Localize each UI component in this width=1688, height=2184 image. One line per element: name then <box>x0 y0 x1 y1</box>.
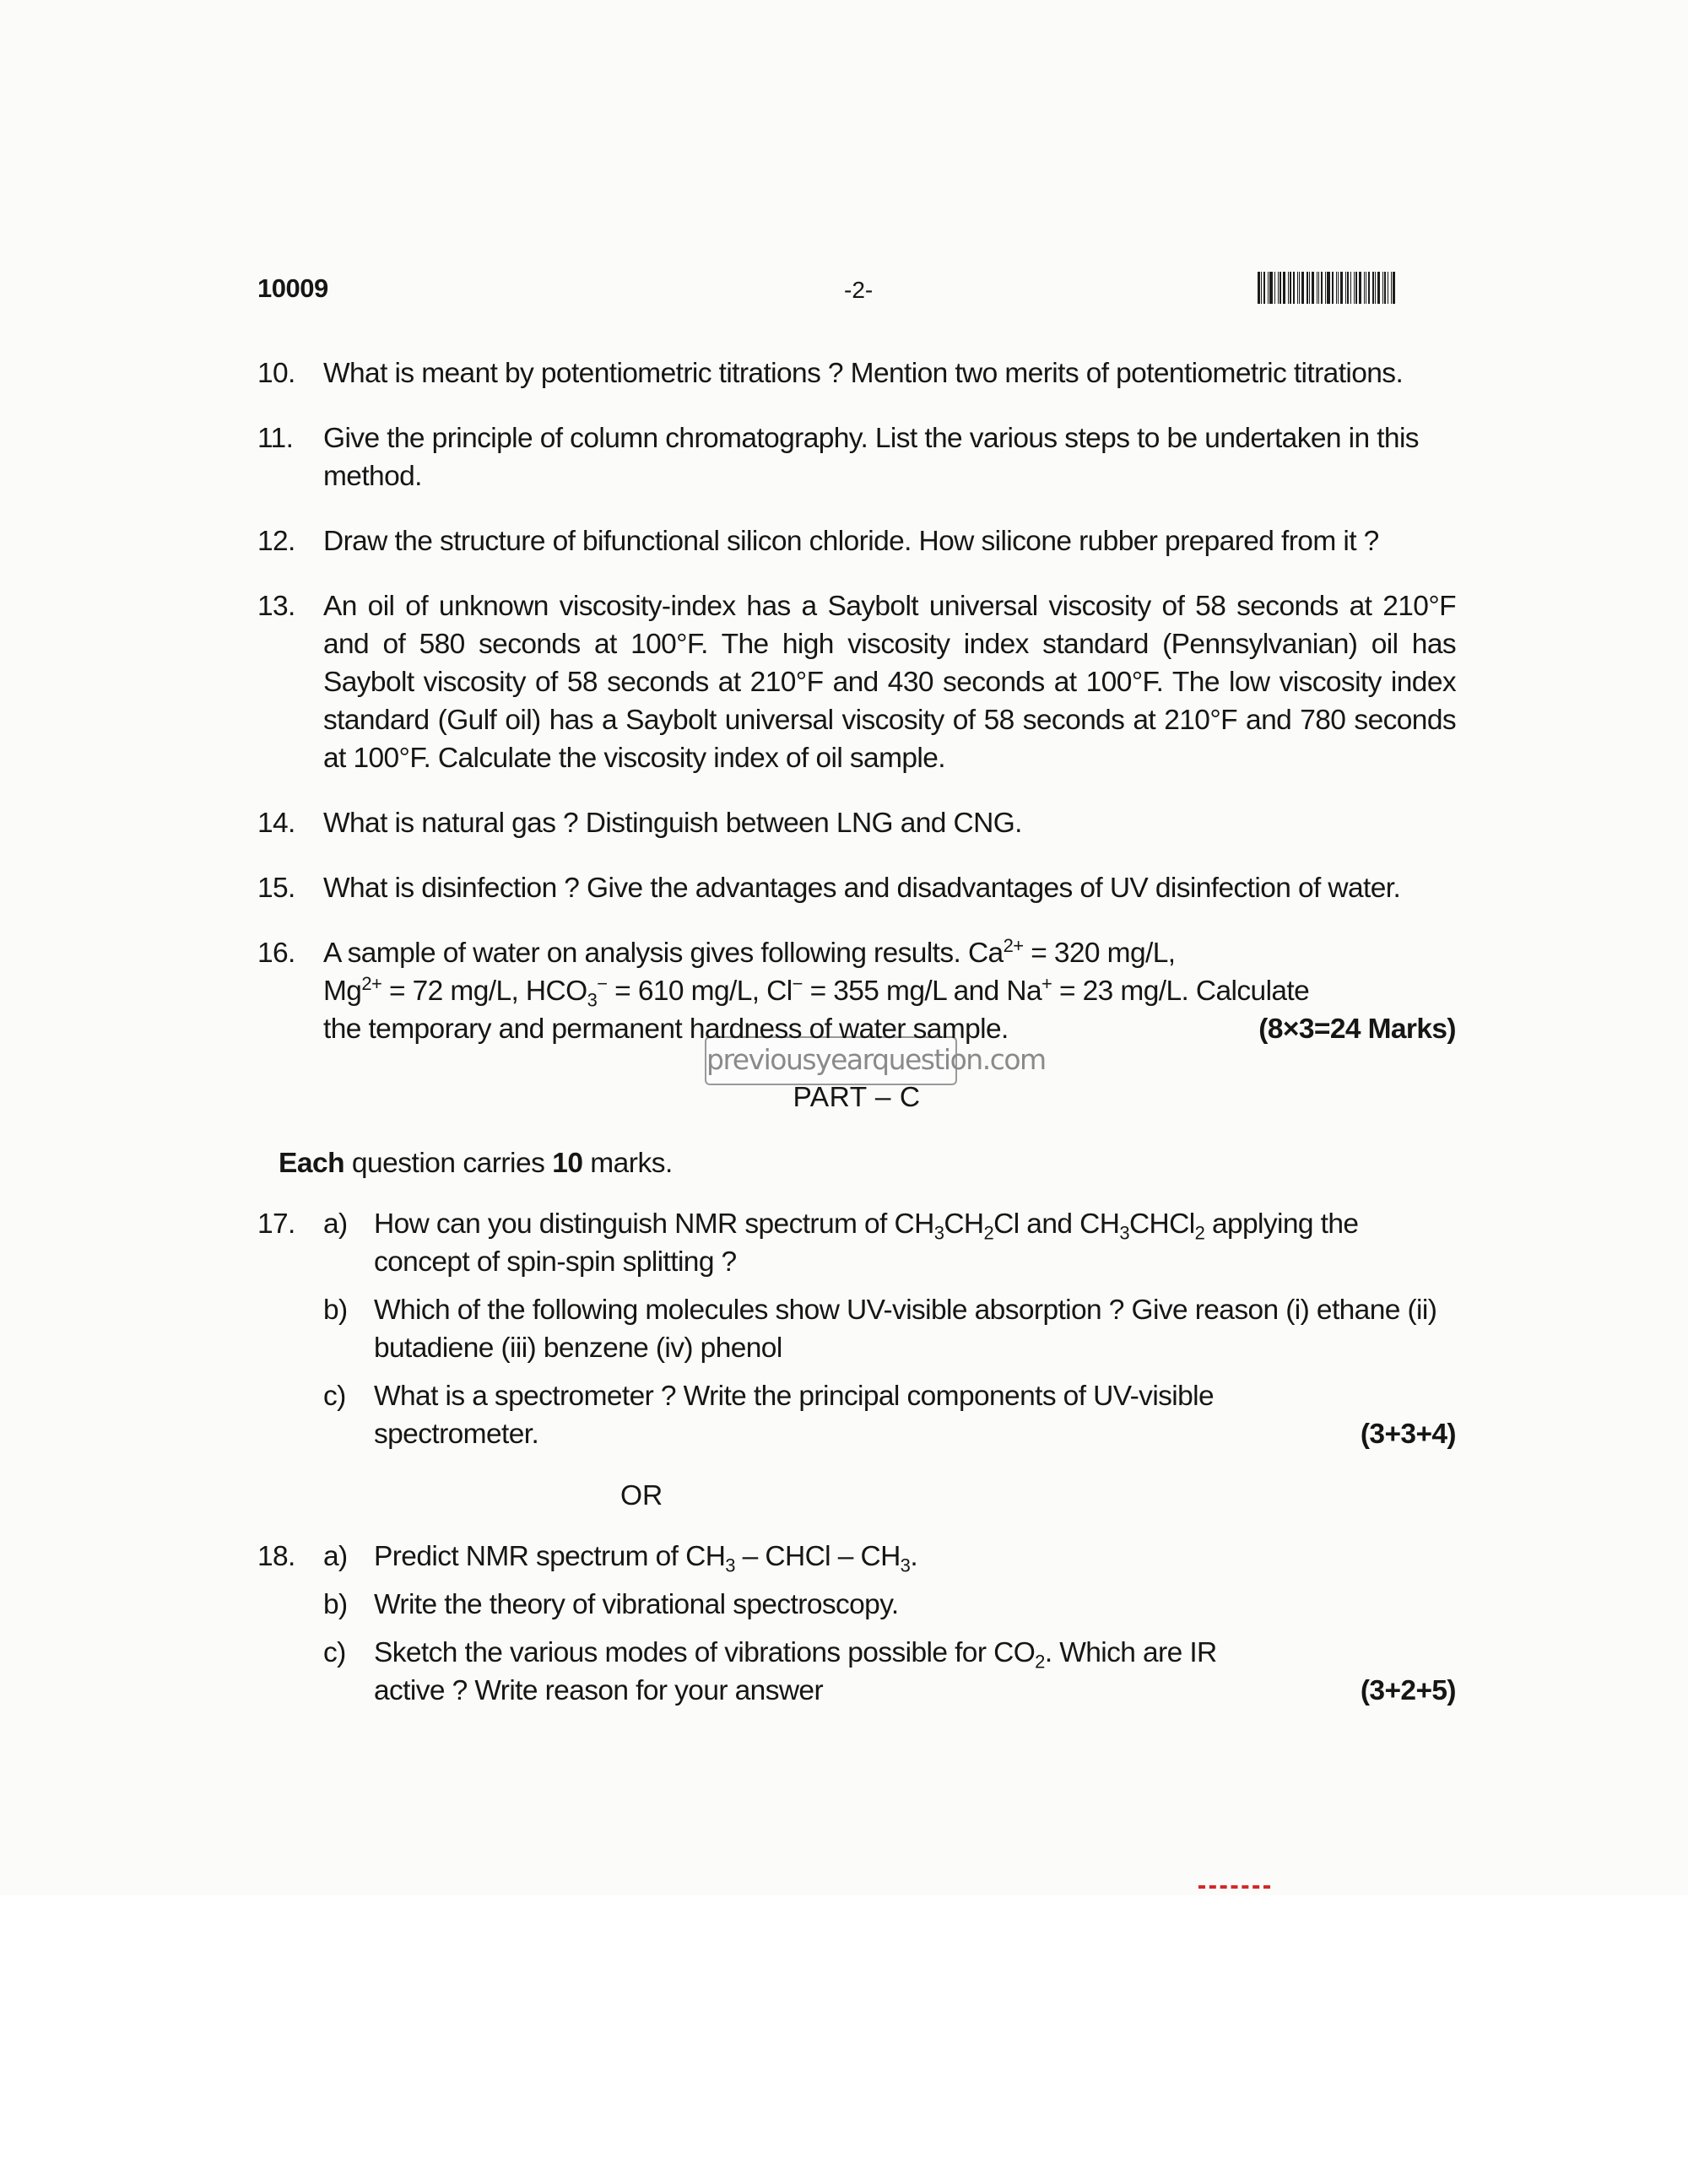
question-number: 17. <box>257 1208 295 1240</box>
barcode-bar <box>1263 272 1265 304</box>
marks-label: (8×3=24 Marks) <box>1258 1014 1456 1045</box>
barcode-bar <box>1354 272 1355 304</box>
question-10 <box>257 354 1456 392</box>
barcode-bar <box>1377 272 1380 304</box>
barcode-bar <box>1278 272 1279 304</box>
red-mark <box>1198 1885 1270 1892</box>
marks-label: (3+2+5) <box>1360 1675 1456 1706</box>
blank-bottom-area <box>0 1895 1688 2184</box>
question-text: What is disinfection ? Give the advantages and disadvantages of UV disinfection of water. <box>323 873 1401 904</box>
page-header <box>257 270 1452 312</box>
barcode-bar <box>1332 272 1334 304</box>
question-11 <box>257 419 1456 495</box>
question-number: 11. <box>257 423 294 454</box>
barcode-bar <box>1345 272 1346 304</box>
question-17 <box>257 1205 1456 1453</box>
question-text: Draw the structure of bifunctional silicon chloride. How silicone rubber prepared from it ? <box>323 526 1379 557</box>
barcode-bar <box>1393 272 1395 304</box>
or-separator: OR <box>620 1480 663 1511</box>
barcode-bar <box>1384 272 1386 304</box>
barcode-bar <box>1325 272 1326 304</box>
barcode-bar <box>1382 272 1383 304</box>
sub-question-b: b) Write the theory of vibrational spectroscopy. <box>323 1589 899 1620</box>
barcode-bar <box>1297 272 1298 304</box>
barcode-bar <box>1283 272 1285 304</box>
barcode-bar <box>1299 272 1300 304</box>
question-text: What is natural gas ? Distinguish between LNG and CNG. <box>323 808 1022 839</box>
barcode-bar <box>1350 272 1351 304</box>
barcode-bar <box>1301 272 1304 304</box>
question-text: Give the principle of column chromatography. List the various steps to be undertaken in this method. <box>323 423 1419 492</box>
marks-label: (3+3+4) <box>1360 1419 1456 1450</box>
barcode-bar <box>1355 272 1357 304</box>
barcode-bar <box>1391 272 1392 304</box>
barcode <box>1258 272 1452 304</box>
barcode-bar <box>1312 272 1314 304</box>
barcode-bar <box>1258 272 1260 304</box>
barcode-bar <box>1347 272 1349 304</box>
question-text: An oil of unknown viscosity-index has a Saybolt universal viscosity of 58 seconds at 210°F and of 580 seconds at 100°F. The high viscosity index standard (Pennsylvanian) oil has Saybolt viscosity of 58 seconds at 210°F and 430 seconds at 100°F. The low viscosity index standard (Gulf oil) has a Saybolt universal viscosity of 58 seconds at 210°F and 780 seconds at 100°F. Calculate the viscosity index of oil sample. <box>323 591 1456 774</box>
question-12 <box>257 522 1456 560</box>
barcode-bar <box>1327 272 1330 304</box>
question-16 <box>257 934 1456 1048</box>
paper-code: 10009 <box>257 273 328 303</box>
barcode-bar <box>1368 272 1370 304</box>
question-number: 13. <box>257 591 295 622</box>
sub-question-a: a) Predict NMR spectrum of $CH_3$ – CHCl – $CH_3$. <box>323 1541 918 1576</box>
barcode-bar <box>1307 272 1308 304</box>
sub-question-c: c) Sketch the various modes of vibrations possible for $CO_2$. Which are IR active ? Write reason for your answer (3+2+5) <box>323 1634 1456 1710</box>
barcode-bar <box>1274 272 1275 304</box>
barcode-bar <box>1293 272 1295 304</box>
barcode-bar <box>1340 272 1343 304</box>
question-number: 16. <box>257 938 295 969</box>
barcode-bar <box>1290 272 1291 304</box>
question-number: 14. <box>257 808 295 839</box>
barcode-bar <box>1375 272 1376 304</box>
watermark: previousyearquestion.com <box>705 1036 957 1085</box>
question-number: 10. <box>257 358 295 389</box>
part-title: PART – C <box>793 1082 921 1113</box>
barcode-bar <box>1318 272 1319 304</box>
question-number: 12. <box>257 526 295 557</box>
question-list <box>257 354 1456 1737</box>
barcode-bar <box>1336 272 1337 304</box>
question-13 <box>257 587 1456 777</box>
barcode-bar <box>1288 272 1289 304</box>
barcode-bar <box>1359 272 1361 304</box>
barcode-bar <box>1269 272 1273 304</box>
sub-question-b: b) Which of the following molecules show UV-visible absorption ? Give reason (i) ethane (ii) butadiene (iii) benzene (iv) phenol <box>323 1295 1437 1364</box>
barcode-bar <box>1261 272 1262 304</box>
sub-question-c: c) What is a spectrometer ? Write the principal components of UV-visible spectrometer. (3+3+4) <box>323 1377 1456 1453</box>
barcode-bar <box>1309 272 1310 304</box>
question-number: 18. <box>257 1541 295 1572</box>
question-number: 15. <box>257 873 295 904</box>
question-15 <box>257 869 1456 907</box>
page-number: -2- <box>844 277 874 303</box>
part-instruction: Each question carries 10 marks. <box>279 1148 673 1179</box>
barcode-bar <box>1321 272 1323 304</box>
barcode-bar <box>1280 272 1281 304</box>
question-18 <box>257 1538 1456 1710</box>
barcode-bar <box>1364 272 1365 304</box>
sub-question-a: a) How can you distinguish NMR spectrum of $CH_3CH_2Cl$ and $CH_3CHCl_2$ applying the concept of spin-spin splitting ? <box>323 1208 1359 1278</box>
barcode-bar <box>1372 272 1374 304</box>
barcode-bar <box>1268 272 1269 304</box>
question-text: What is meant by potentiometric titrations ? Mention two merits of potentiometric titrations. <box>323 358 1404 389</box>
question-14 <box>257 804 1456 842</box>
question-text: A sample of water on analysis gives following results. $Ca^{2+} = 320$ mg/L, $Mg^{2+} = 72$ mg/L, $HCO_3^- = 610$ mg/L, Cl− = 355 mg/L and Na+ = 23 mg/L. Calculate the temporary and permanent hardness of water sample. (8×3=24 Marks) <box>323 934 1456 1048</box>
barcode-bar <box>1338 272 1339 304</box>
